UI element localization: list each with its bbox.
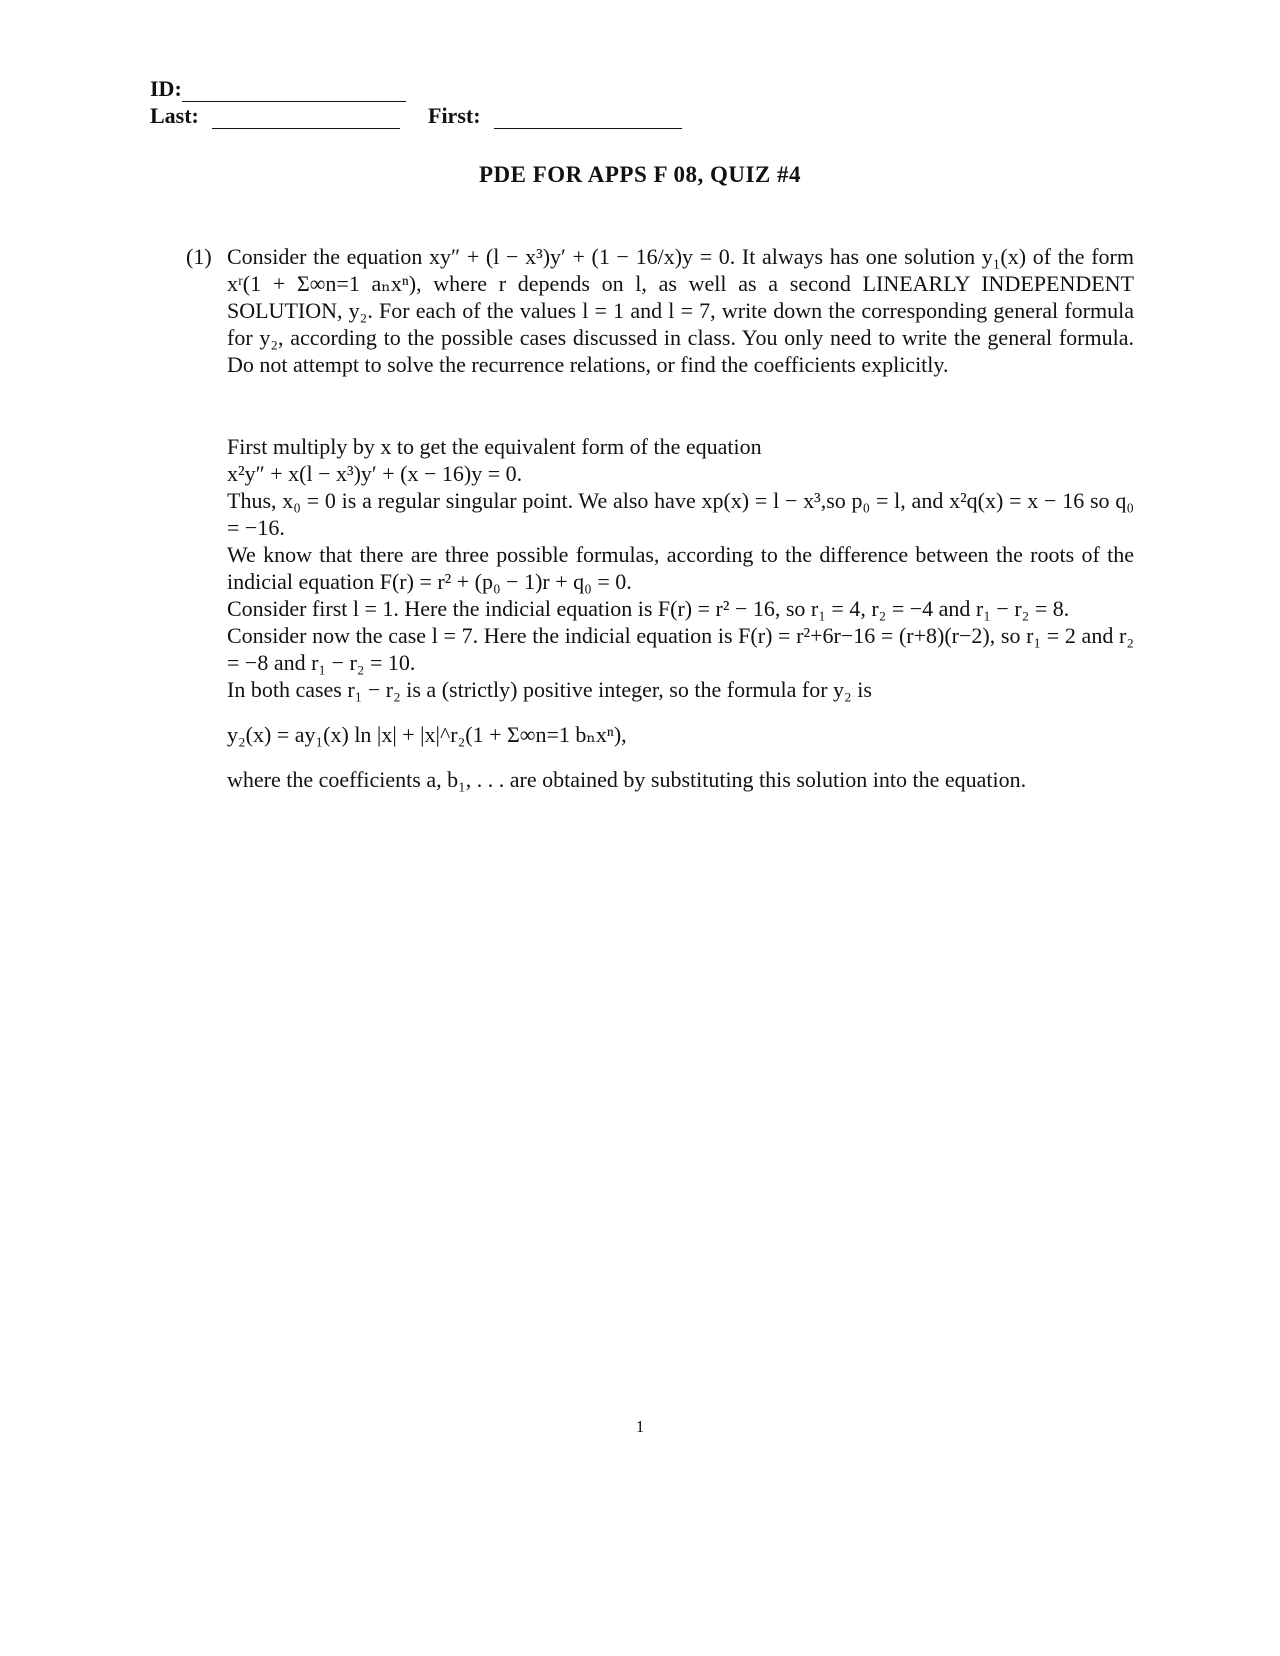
y2-formula: y₂(x) = ay₁(x) ln |x| + |x|^r₂(1 + Σ∞n=1 bₙxⁿ), xyxy=(227,722,627,747)
first-name-blank[interactable] xyxy=(494,106,682,129)
first-label: First: xyxy=(428,103,481,128)
page-number: 1 xyxy=(635,1417,645,1436)
regular-singular-point: Thus, x₀ = 0 is a regular singular point. We also have xp(x) = l − x³,so p₀ = l, and x²q(x) = x − 16 so q₀ = −16. xyxy=(227,488,1134,540)
first-name-field xyxy=(428,103,682,129)
problem-1 xyxy=(186,243,1134,378)
solution-intro: First multiply by x to get the equivalent form of the equation xyxy=(227,434,762,459)
id-blank[interactable] xyxy=(182,79,406,102)
id-field xyxy=(150,76,406,102)
last-name-blank[interactable] xyxy=(212,106,400,129)
case-l-7: Consider now the case l = 7. Here the indicial equation is F(r) = r²+6r−16 = (r+8)(r−2), so r₁ = 2 and r₂ = −8 and r₁ − r₂ = 10. xyxy=(227,623,1134,675)
equivalent-equation: x²y″ + x(l − x³)y′ + (x − 16)y = 0. xyxy=(227,461,523,486)
problem-number: (1) xyxy=(186,244,212,269)
three-formulas-text: We know that there are three possible formulas, according to the difference between the roots of the indicial equation F(r) = r² + (p₀ − 1)r + q₀ = 0. xyxy=(227,542,1134,594)
last-label: Last: xyxy=(150,103,199,128)
quiz-title: PDE FOR APPS F 08, QUIZ #4 xyxy=(478,162,802,187)
problem-statement: Consider the equation xy″ + (l − x³)y′ + (1 − 16/x)y = 0. It always has one solution y₁(x) of the form xʳ(1 + Σ∞n=1 aₙxⁿ), where r depends on l, as well as a second LINEARLY INDEPENDENT SOLUTION, y₂. For each of the values l = 1 and l = 7, write down the corresponding general formula for y₂, according to the possible cases discussed in class. You only need to write the general formula. Do not attempt to solve the recurrence relations, or find the coefficients explicitly. xyxy=(227,244,1134,377)
id-label: ID: xyxy=(150,76,182,101)
case-l-1: Consider first l = 1. Here the indicial equation is F(r) = r² − 16, so r₁ = 4, r₂ = −4 and r₁ − r₂ = 8. xyxy=(227,596,1070,621)
both-cases-text: In both cases r₁ − r₂ is a (strictly) positive integer, so the formula for y₂ is xyxy=(227,677,872,702)
last-name-field xyxy=(150,103,400,129)
closing-text: where the coefficients a, b₁, . . . are obtained by substituting this solution into the equation. xyxy=(227,767,1027,792)
solution xyxy=(227,433,1134,793)
